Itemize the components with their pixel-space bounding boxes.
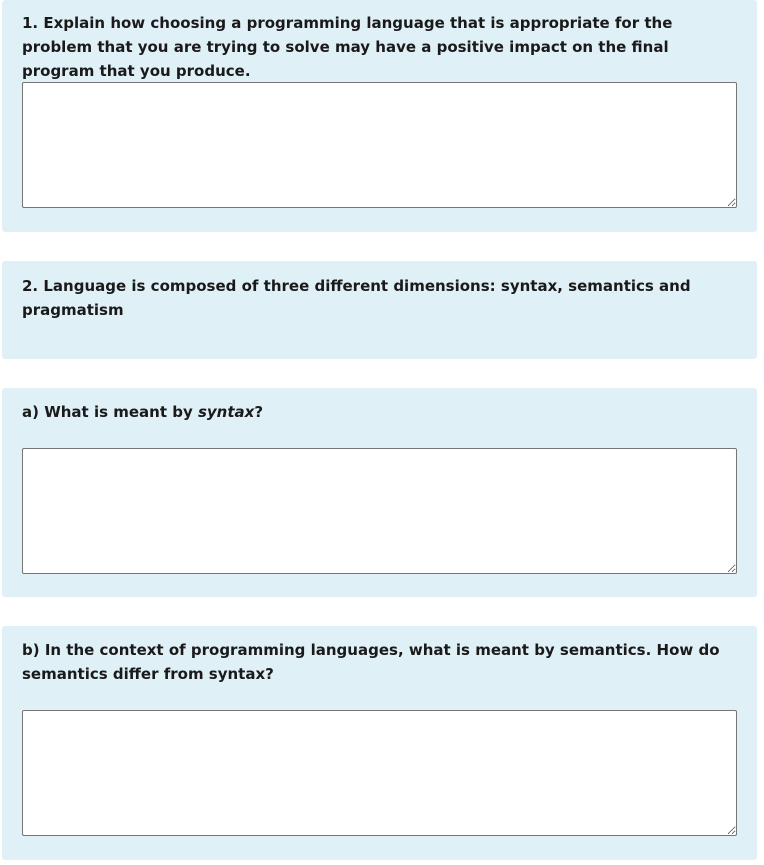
question-2-text: 2. Language is composed of three different dimensions: syntax, semantics and pragmatism <box>22 277 691 319</box>
question-2a-emphasis: syntax <box>197 403 255 421</box>
question-2b-card <box>2 626 757 860</box>
question-1-text: 1. Explain how choosing a programming language that is appropriate for the problem that you are trying to solve may have a positive impact on the final program that you produce. <box>22 14 673 80</box>
question-2a-text <box>22 400 739 424</box>
question-2b-text: b) In the context of programming languages, what is meant by semantics. How do semantics differ from syntax? <box>22 641 720 683</box>
question-2a-text-before: a) What is meant by <box>22 403 198 421</box>
question-1-card <box>2 0 757 232</box>
question-2-card <box>2 261 757 359</box>
question-2a-text-after: ? <box>254 403 264 421</box>
question-2b-answer-field[interactable] <box>22 710 737 836</box>
question-2a-card <box>2 388 757 597</box>
question-2a-answer-field[interactable] <box>22 448 737 574</box>
question-1-answer-field[interactable] <box>22 82 737 208</box>
